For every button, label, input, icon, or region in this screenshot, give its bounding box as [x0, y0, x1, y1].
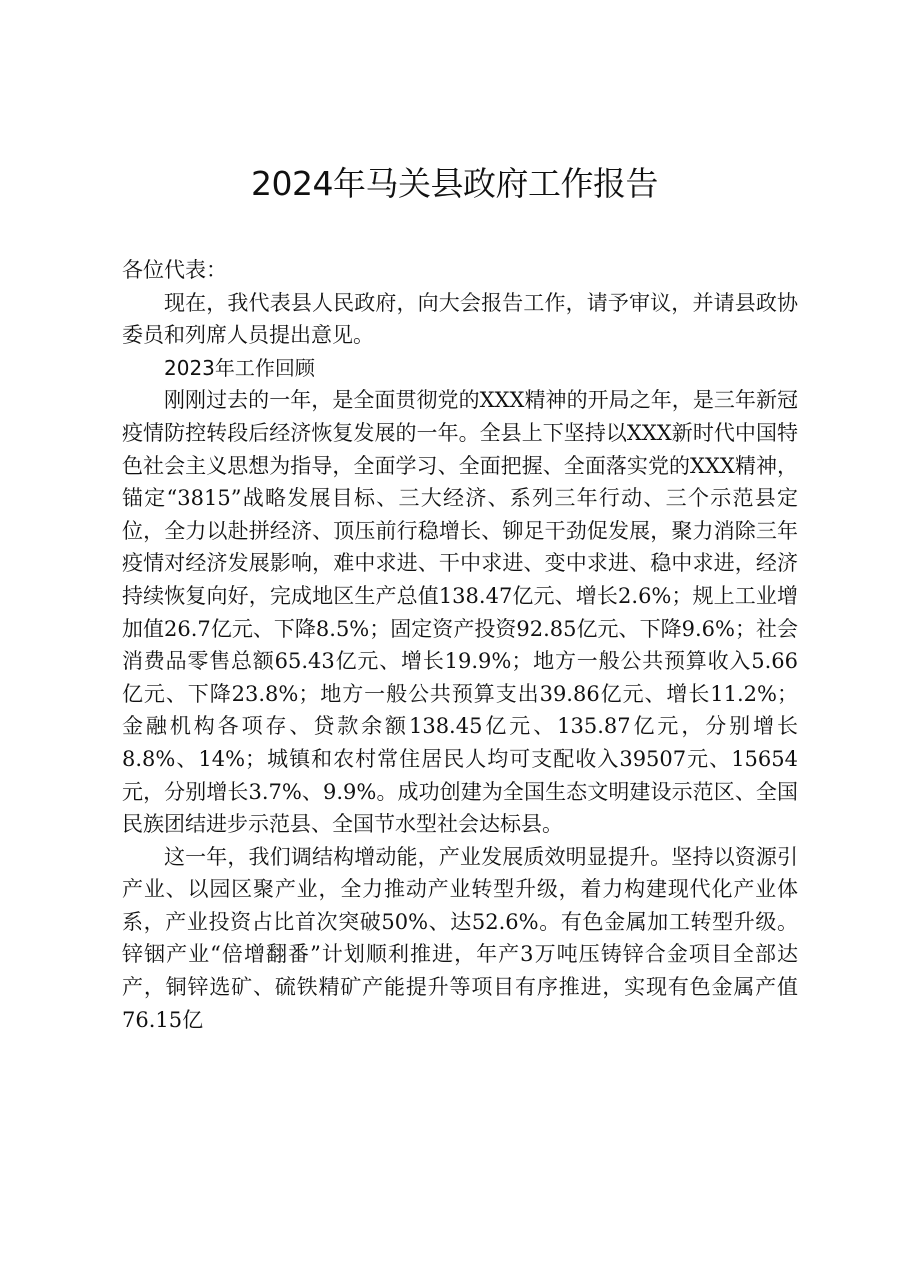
document-title: 2024年马关县政府工作报告 [251, 164, 658, 203]
body-paragraph: 刚刚过去的一年，是全面贯彻党的XXX精神的开局之年，是三年新冠疫情防控转段后经济恢复发展的一年。全县上下坚持以XXX新时代中国特色社会主义思想为指导，全面学习、全面把握、全面落实党的XXX精神，锚定“3815”战略发展目标、三大经济、系列三年行动、三个示范县定位，全力以赴拼经济、顶压前行稳增长、铆足干劲促发展，聚力消除三年疫情对经济发展影响，难中求进、干中求进、变中求进、稳中求进，经济持续恢复向好，完成地区生产总值138.47亿元、增长2.6%；规上工业增加值26.7亿元、下降8.5%；固定资产投资92.85亿元、下降9.6%；社会消费品零售总额65.43亿元、增长19.9%；地方一般公共预算收入5.66亿元、下降23.8%；地方一般公共预算支出39.86亿元、增长11.2%；金融机构各项存、贷款余额138.45亿元、135.87亿元，分别增长8.8%、14%；城镇和农村常住居民人均可支配收入39507元、15654元，分别增长3.7%、9.9%。成功创建为全国生态文明建设示范区、全国民族团结进步示范县、全国节水型社会达标县。 [122, 388, 798, 837]
intro-paragraph: 现在，我代表县人民政府，向大会报告工作，请予审议，并请县政协委员和列席人员提出意见。 [122, 290, 798, 348]
document-body [122, 254, 798, 1036]
body-paragraph: 这一年，我们调结构增动能，产业发展质效明显提升。坚持以资源引产业、以园区聚产业，全力推动产业转型升级，着力构建现代化产业体系，产业投资占比首次突破50%、达52.6%。有色金属加工转型升级。锌铟产业“倍增翻番”计划顺利推进，年产3万吨压铸锌合金项目全部达产，铜锌选矿、硫铁精矿产能提升等项目有序推进，实现有色金属产值76.15亿 [122, 844, 798, 1032]
salutation: 各位代表： [122, 258, 227, 282]
section-heading: 2023年工作回顾 [164, 355, 315, 380]
